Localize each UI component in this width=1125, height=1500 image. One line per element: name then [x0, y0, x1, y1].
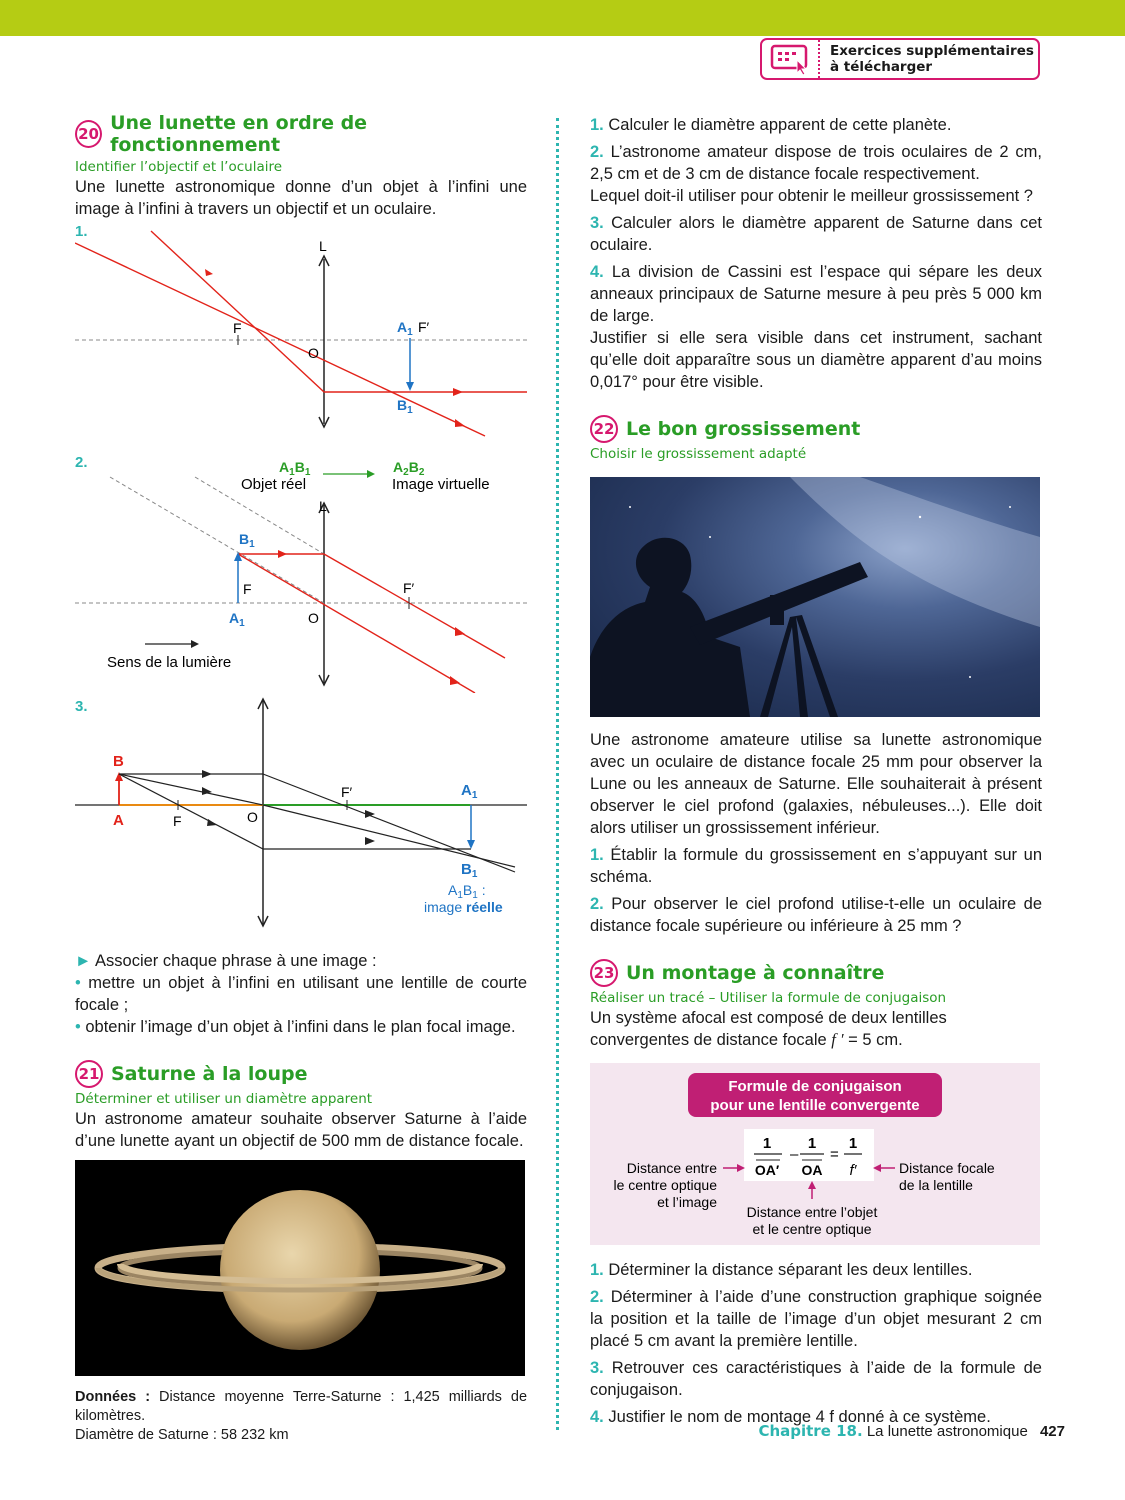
exercise-22-header: [590, 415, 1042, 443]
question-text: Justifier si elle sera visible dans cet instrument, sachant qu’elle doit apparaître sous un diamètre apparent d’au moins 0,017° pour être visible.: [590, 329, 1042, 391]
image-point-A1: A: [397, 319, 408, 335]
formula-bottom-label-1: Distance entre l’objet: [746, 1204, 878, 1220]
exercise-intro: Une astronome amateure utilise sa lunette astronomique avec un oculaire de distance focale 25 mm pour observer la Lune ou les anneaux de Saturne. Elle souhaiterait à présent observer le ciel profond (galaxies, nébuleuses...). Elle doit alors utiliser un grossissement inférieur.: [590, 731, 1042, 837]
download-extra-exercises-button[interactable]: [760, 38, 1040, 80]
question-number: 4.: [590, 263, 604, 281]
intro-value: = 5 cm.: [843, 1031, 903, 1049]
question-number: 2.: [590, 895, 604, 913]
data-label: Données :: [75, 1389, 151, 1405]
equals-sign: =: [830, 1146, 839, 1163]
right-column: [590, 114, 1042, 1433]
object-point-A: A: [113, 812, 124, 829]
question-text: Déterminer la distance séparant les deux lentilles.: [608, 1261, 973, 1279]
svg-text:B1: $B_1$: [397, 397, 413, 416]
optical-center-O: O: [247, 809, 258, 825]
question-text: Calculer alors le diamètre apparent de Saturne dans cet oculaire.: [590, 214, 1042, 254]
image-point-B1: B: [397, 397, 408, 413]
exercise-20-header: [75, 112, 527, 156]
exercise-intro: Une lunette astronomique donne d’un objet à l’infini une image à l’infini à travers un objectif et un oculaire.: [75, 178, 527, 218]
svg-text:A1B1 :: $A_1B_1$ :: [448, 882, 486, 901]
object-point-B1: B: [239, 531, 250, 547]
exercise-title: Un montage à connaître: [626, 962, 885, 984]
focal-point-Fp: F′: [341, 784, 353, 800]
question-item: [590, 212, 1042, 256]
object-point-A1: A: [229, 610, 240, 626]
figure-3-diagram: [75, 697, 527, 942]
question-text: Pour observer le ciel profond utilise-t-elle un oculaire de distance focale supérieure ou inférieure à 25 mm ?: [590, 895, 1042, 935]
question-number: 3.: [590, 1359, 604, 1377]
saturn-photo: [75, 1160, 525, 1376]
image-caption-A1B1: A: [448, 882, 458, 898]
focal-point-F: F: [173, 813, 182, 829]
exercise-number-badge: 22: [590, 415, 618, 443]
svg-text:image réelle: [424, 899, 503, 915]
task-text: Associer chaque phrase à une image :: [95, 952, 377, 970]
focal-point-Fp: F′: [403, 580, 415, 596]
optical-center-O: O: [308, 345, 319, 361]
page-footer: [758, 1422, 1065, 1440]
question-item: [590, 844, 1042, 888]
question-number: 1.: [590, 116, 604, 134]
exercise-title: Une lunette en ordre de fonctionnement: [110, 112, 368, 156]
image-caption-text: image: [424, 899, 467, 915]
question-text: La division de Cassini est l’espace qui sépare les deux anneaux principaux de Saturne mesure à peu près 5 000 km de large.: [590, 263, 1042, 325]
question-text: Justifier le nom de montage 4 f donné à ce système.: [608, 1408, 991, 1426]
formula-left-label-2: le centre optique: [613, 1177, 717, 1193]
question-item: [590, 1259, 1042, 1281]
footer-title: La lunette astronomique: [866, 1423, 1028, 1440]
exercise-21-header: [75, 1060, 527, 1088]
question-item: [590, 114, 1042, 136]
object-A: A: [279, 459, 290, 475]
figure-3-label: 3.: [75, 698, 88, 715]
conjugation-formula-box: [590, 1063, 1040, 1245]
formula-left-label-3: et l’image: [657, 1194, 717, 1210]
image-A2: A: [393, 459, 404, 475]
exercise-title: Le bon grossissement: [626, 418, 861, 440]
question-item: [590, 893, 1042, 937]
top-color-band: [0, 0, 1125, 36]
svg-text:B1: $B_1$: [461, 861, 478, 880]
figure-2-diagram: [75, 453, 527, 693]
question-text: Déterminer à l’aide d’une construction graphique soignée la position et la taille de l’image d’un objet mesurant 2 cm placé 5 cm avant la première lentille.: [590, 1288, 1042, 1350]
list-item: • obtenir l’image d’un objet à l’infini dans le plan focal image.: [75, 1018, 516, 1036]
image-caption: Image virtuelle: [392, 476, 490, 493]
question-number: 1.: [590, 846, 604, 864]
question-item: [590, 327, 1042, 393]
numerator-1: 1: [762, 1135, 772, 1152]
focal-symbol: f ′: [831, 1030, 844, 1049]
exercise-number-badge: 21: [75, 1060, 103, 1088]
lens-label: L: [319, 498, 327, 514]
list-item-text: obtenir l’image d’un objet à l’infini dans le plan focal image.: [85, 1018, 516, 1036]
question-text: Établir la formule du grossissement en s’appuyant sur un schéma.: [590, 846, 1042, 886]
question-item: [590, 185, 1042, 207]
question-number: 2.: [590, 143, 604, 161]
exercise-title: Saturne à la loupe: [111, 1063, 308, 1085]
footer-chapter: Chapitre 18.: [758, 1422, 863, 1440]
data-diameter: Diamètre de Saturne : 58 232 km: [75, 1427, 289, 1443]
exercise-number-badge: 20: [75, 120, 102, 148]
question-number: 4.: [590, 1408, 604, 1426]
denominator-OA: OA: [801, 1162, 823, 1178]
exercise-intro: [590, 1007, 1042, 1051]
astronomer-telescope-photo: [590, 477, 1040, 717]
list-item: • mettre un objet à l’infini en utilisant une lentille de courte focale ;: [75, 974, 527, 1014]
question-item: [590, 141, 1042, 185]
ray-2: [151, 231, 324, 392]
download-line-2: à télécharger: [830, 59, 933, 75]
question-text: Calculer le diamètre apparent de cette planète.: [608, 116, 952, 134]
formula-left-label-1: Distance entre: [626, 1160, 717, 1176]
left-column: [75, 112, 527, 1445]
formula-right-label-2: de la lentille: [899, 1177, 973, 1193]
exercise-skill: Réaliser un tracé – Utiliser la formule de conjugaison: [590, 990, 947, 1006]
question-text: L’astronome amateur dispose de trois oculaires de 2 cm, 2,5 cm et de 3 cm de distance focale respectivement.: [590, 143, 1042, 183]
image-point-A1: A: [461, 782, 472, 799]
formula-title-1: Formule de conjugaison: [728, 1078, 902, 1095]
svg-text:A2B2: $A_2B_2$: [393, 459, 425, 478]
image-caption-colon: :: [477, 882, 486, 898]
figure-2-label: 2.: [75, 454, 88, 471]
svg-text:B1: $B_1$: [239, 531, 255, 550]
exercise-number-badge: 23: [590, 959, 618, 987]
svg-text:A1B1: $A_1B_1$: [279, 459, 311, 478]
data-paragraph: [75, 1388, 527, 1426]
minus-sign: –: [790, 1146, 799, 1163]
exercise-task: ► Associer chaque phrase à une image :: [75, 952, 377, 970]
focal-point-F: F: [233, 320, 242, 336]
light-direction-label: Sens de la lumière: [107, 654, 232, 671]
download-line-1: Exercices supplémentaires: [830, 43, 1034, 59]
data-text: Distance moyenne Terre-Saturne : 1,425 milliards de kilomètres.: [75, 1389, 528, 1424]
question-text: Lequel doit-il utiliser pour obtenir le meilleur grossissement ?: [590, 187, 1033, 205]
question-number: 3.: [590, 214, 604, 232]
page-number: 427: [1039, 1423, 1065, 1440]
question-number: 1.: [590, 1261, 604, 1279]
numerator-2: 1: [807, 1135, 817, 1152]
focal-point-Fp: F′: [418, 319, 430, 335]
denominator-OAp: OA′: [754, 1162, 780, 1178]
question-item: [590, 1357, 1042, 1401]
ray-1: [75, 243, 485, 436]
svg-text:A1: $A_1$: [461, 782, 478, 801]
question-number: 2.: [590, 1288, 604, 1306]
question-item: [590, 261, 1042, 327]
svg-text:A1: $A_1$: [397, 319, 413, 338]
formula-title-2: pour une lentille convergente: [710, 1097, 920, 1114]
figure-1-label: 1.: [75, 224, 88, 240]
svg-text:A1: $A_1$: [229, 610, 245, 629]
list-item-text: mettre un objet à l’infini en utilisant une lentille de courte focale ;: [75, 974, 527, 1014]
question-item: [590, 1286, 1042, 1352]
exercise-skill: Identifier l’objectif et l’oculaire: [75, 159, 283, 175]
exercise-intro: Un astronome amateur souhaite observer Saturne à l’aide d’une lunette ayant un objectif de 500 mm de distance focale.: [75, 1110, 527, 1150]
download-click-icon: [762, 40, 820, 78]
figure-1-diagram: [75, 224, 527, 449]
lens-label: L: [319, 238, 327, 254]
object-point-B: B: [113, 753, 124, 770]
image-point-B1: B: [461, 861, 472, 878]
formula-right-label-1: Distance focale: [899, 1160, 995, 1176]
exercise-skill: Déterminer et utiliser un diamètre apparent: [75, 1091, 373, 1107]
optical-center-O: O: [308, 610, 319, 626]
denominator-fp: f′: [849, 1162, 857, 1179]
focal-point-F: F: [243, 581, 252, 597]
object-caption: Objet réel: [241, 476, 307, 493]
exercise-skill: Choisir le grossissement adapté: [590, 446, 807, 462]
formula-bottom-label-2: et le centre optique: [752, 1221, 872, 1237]
intro-text: Un système afocal est composé de deux lentilles convergentes de distance focale: [590, 1009, 947, 1049]
numerator-3: 1: [848, 1135, 858, 1152]
exercise-23-header: [590, 959, 1042, 987]
column-divider: [556, 118, 559, 1430]
question-text: Retrouver ces caractéristiques à l’aide de la formule de conjugaison.: [590, 1359, 1042, 1399]
image-caption-bold: réelle: [466, 899, 503, 915]
